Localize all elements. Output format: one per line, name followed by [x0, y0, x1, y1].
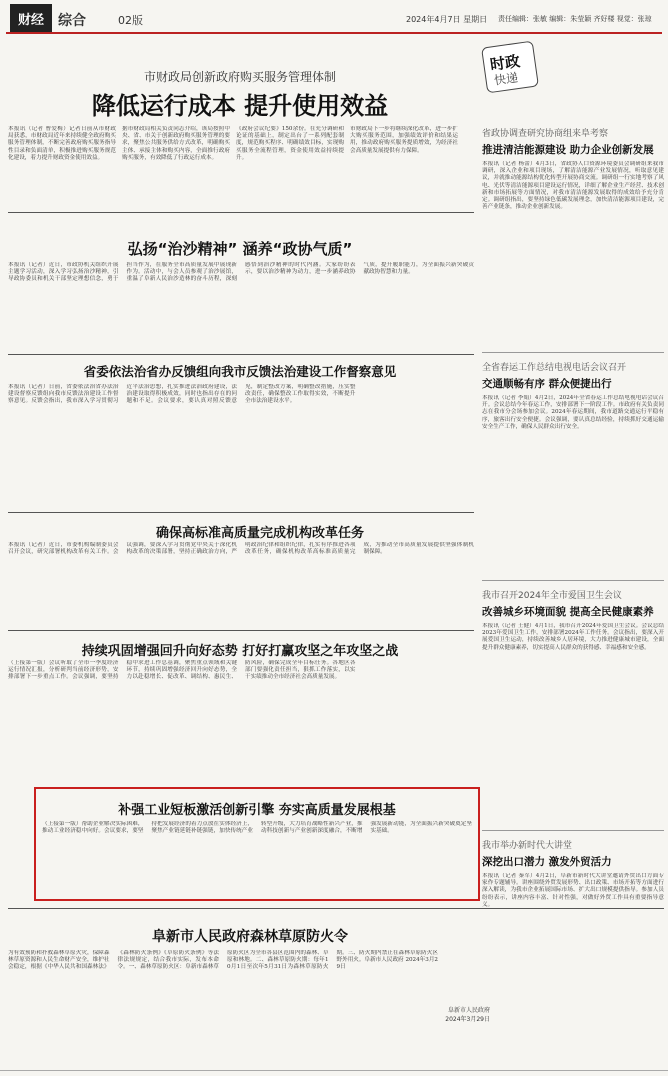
side-item-4 — [482, 840, 664, 1049]
side-3-title: 改善城乡环境面貌 提高全民健康素养 — [482, 606, 654, 618]
edition-number: 02版 — [118, 14, 143, 27]
side-3-body: 本报讯（记者 王健）4月1日，我市召开2024年爱国卫生会议。会议总结2023年爱国卫生工作，安排部署2024年工作任务。会议指出，要深入开展爱国卫生运动，持续改善城乡人居环境，大力推进健康城市建设，全面提升群众健康素养，切实提高人民群众的获得感、幸福感和安全感。 — [482, 623, 664, 651]
side-item-2 — [482, 362, 664, 531]
divider — [482, 352, 664, 353]
news-express-badge — [480, 44, 544, 96]
side-2-body: 本报讯（记者 李娟）4月2日，2024年全省春运工作总结电视电话会议召开。会议总结今年春运工作，安排部署下一阶段工作。市政府有关负责同志在我市分会场参加会议。2024年春运期间，我市道路交通运行平稳有序，旅客出行安全便捷。会议强调，要认真总结经验，持续抓好交通运输安全生产工作，确保人民群众出行安全。 — [482, 395, 664, 430]
side-item-3 — [482, 590, 664, 799]
article-1-headline: 弘扬“治沙精神” 涵养“政协气质” — [127, 240, 353, 258]
article-5-body: （上接第一版）帮助企业解决实际困难，推动工业经济稳中向好。会议要求，要坚持把发展经济的着力点放在实体经济上，聚焦产业链延链补链强链，加快传统产业转型升级，大力培育战略性新兴产业，推动科技创新与产业创新深度融合，不断增强发展新动能，为全面振兴新突破奠定坚实基础。 — [42, 821, 472, 835]
article-3-headline: 确保高标准高质量完成机构改革任务 — [155, 526, 364, 541]
masthead-logo: 财经 — [10, 4, 52, 32]
page-bottom-rule — [0, 1070, 668, 1071]
side-1-body: 本报讯（记者 杨蕾）4月3日，省政协人口资源环境委员会调研组来我市调研，深入企业和项目现场，了解清洁能源产业发展情况，听取意见建议，并就推动能源结构优化转型开展协商交流。调研组一行实地考察了风电、光伏等清洁能源项目建设运行情况，详细了解企业生产经营、技术创新和市场拓展等方面情况，对我市清洁能源发展取得的成效给予充分肯定。调研组指出，要坚持绿色低碳发展理念，加快清洁能源项目建设，完善产业链条，推动企业创新发展。 — [482, 161, 664, 211]
article-3-body: 本报讯（记者）近日，市委机构编制委员会召开会议，研究部署机构改革有关工作。会议强调，要深入学习贯彻党中央关于深化机构改革的决策部署，坚持正确政治方向，严明政治纪律和组织纪律，扎实有序推进各项改革任务，确保机构改革高标准高质量完成，为推动全市高质量发展提供坚强体制机制保障。 — [8, 542, 474, 556]
divider — [8, 512, 474, 513]
badge-sub: 快递 — [493, 70, 519, 88]
side-4-title: 深挖出口潜力 激发外贸活力 — [482, 856, 612, 868]
side-4-body: 本报讯（记者 秦军）4月2日，阜新市新时代大讲堂邀请外贸出口方面专家作专题辅导。讲座围绕外贸发展形势、出口政策、市场开拓等方面进行深入解读，为我市企业拓展国际市场、扩大出口规模提供指导。参加人员纷纷表示，讲座内容丰富、针对性强，对做好外贸工作具有重要指导意义。 — [482, 873, 664, 908]
article-2-body: 本报讯（记者）日前，省委依法治省办法治建设督察反馈组向我市反馈法治建设工作督察意见。反馈会指出，我市深入学习贯彻习近平法治思想，扎实推进法治政府建设，法治建设取得积极成效，同时也指出存在的问题和不足。会议要求，要认真对照反馈意见，制定整改方案，明确整改措施，压实整改责任，确保整改工作取得实效，不断提升全市法治建设水平。 — [8, 384, 356, 405]
divider — [8, 354, 474, 355]
side-4-kicker: 我市举办新时代大讲堂 — [482, 841, 573, 851]
fire-order-body: 为有效预防和扑救森林草原火灾，保障森林草原资源和人民生命财产安全，维护社会稳定，根据《中华人民共和国森林法》《森林防火条例》《草原防火条例》等法律法规规定，结合我市实际，发布本命令。一、森林草原防火区：阜新市森林草原防火区为全市各县区范围内的森林、草原和林地。二、森林草原防火期：每年10月1日至次年5月31日为森林草原防火期。三、防火期内禁止在森林草原防火区野外用火。阜新市人民政府 2024年3月29日 — [8, 950, 438, 971]
lead-col-2: 据市财政局相关负责同志介绍，该局按照中央、省、市关于创新政府购买服务管理的要求，聚焦公共服务供给方式改革，明确购买主体、承接主体和购买内容，全面推行政府购买服务，有效降低了行政运行成本。 — [122, 126, 230, 161]
article-1-body: 本报讯（记者）近日，市政协机关组织开展主题学习活动，深入学习弘扬治沙精神，引导政协委员和机关干部坚定理想信念，勇于担当作为，在服务全市高质量发展中展现新作为。活动中，与会人员参观了治沙展馆，重温了阜新人民治沙造林的奋斗历程，深刻感悟到治沙精神的时代内涵。大家纷纷表示，要以治沙精神为动力，进一步涵养政协气质，提升履职能力，为全面振兴新突破贡献政协智慧和力量。 — [8, 262, 474, 283]
fire-order-headline: 阜新市人民政府森林草原防火令 — [152, 929, 348, 945]
signer: 阜新市人民政府 — [447, 1007, 490, 1014]
side-2-title: 交通顺畅有序 群众便捷出行 — [482, 378, 612, 390]
article-4-body: （上接第一版）会议听取了全市一季度经济运行情况汇报，分析研判当前经济形势，安排部署下一步重点工作。会议强调，要坚持稳中求进工作总基调，聚焦重点领域和关键环节，持续巩固增强经济回升向好态势，全力以赴稳增长、促改革、调结构、惠民生、防风险，确保完成全年目标任务。各地区各部门要强化责任担当，狠抓工作落实，以实干实绩推动全市经济社会高质量发展。 — [8, 660, 356, 681]
side-3-kicker: 我市召开2024年全市爱国卫生会议 — [482, 591, 622, 601]
article-4-headline: 持续巩固增强回升向好态势 打好打赢攻坚之年攻坚之战 — [81, 644, 399, 659]
lead-headline: 降低运行成本 提升使用效益 — [91, 92, 389, 120]
lead-col-4: 市财政局下一步将继续深化改革，进一步扩大购买服务范围，加强绩效评价和结果运用，推动政府购买服务提质增效，为经济社会高质量发展提供有力保障。 — [350, 126, 458, 154]
divider — [8, 630, 474, 631]
lead-col-1: 本报讯（记者 曹爱梅）记者日前从市财政局获悉，市财政局近年来持续健全政府购买服务管理体制，不断完善政府购买服务指导性目录和负面清单，积极推进购买服务规范化建设，着力提升财政资金使用效益。 — [8, 126, 116, 161]
side-1-title: 推进清洁能源建设 助力企业创新发展 — [482, 144, 654, 156]
side-2-kicker: 全省春运工作总结电视电话会议召开 — [482, 363, 627, 373]
lead-kicker: 市财政局创新政府购买服务管理体制 — [143, 70, 336, 84]
editor-credits: 责任编辑：张敏 编辑：朱莹颖 齐好楼 视觉：张琼 — [498, 15, 652, 23]
divider — [482, 830, 664, 831]
article-5-headline: 补强工业短板激活创新引擎 夯实高质量发展根基 — [118, 803, 396, 818]
lead-col-3: 《政府会议纪要》150余份。在充分调研和论证的基础上，制定出台了一系列配套制度，规范购买程序、明确绩效目标，实现购买服务全流程管理，资金使用效益持续提升。 — [236, 126, 344, 161]
article-2-headline: 省委依法治省办反馈组向我市反馈法治建设工作督察意见 — [83, 364, 397, 379]
sign-date: 2024年3月29日 — [445, 1016, 490, 1023]
highlighted-article[interactable] — [34, 787, 480, 901]
divider — [8, 212, 474, 213]
side-item-1 — [482, 128, 664, 285]
section-name: 综合 — [58, 13, 86, 29]
page-header — [6, 4, 662, 34]
divider — [482, 580, 664, 581]
issue-date: 2024年4月7日 星期日 — [406, 15, 488, 24]
badge-main: 时政 — [488, 51, 522, 74]
side-1-kicker: 省政协调查研究协商组来阜考察 — [482, 129, 609, 139]
